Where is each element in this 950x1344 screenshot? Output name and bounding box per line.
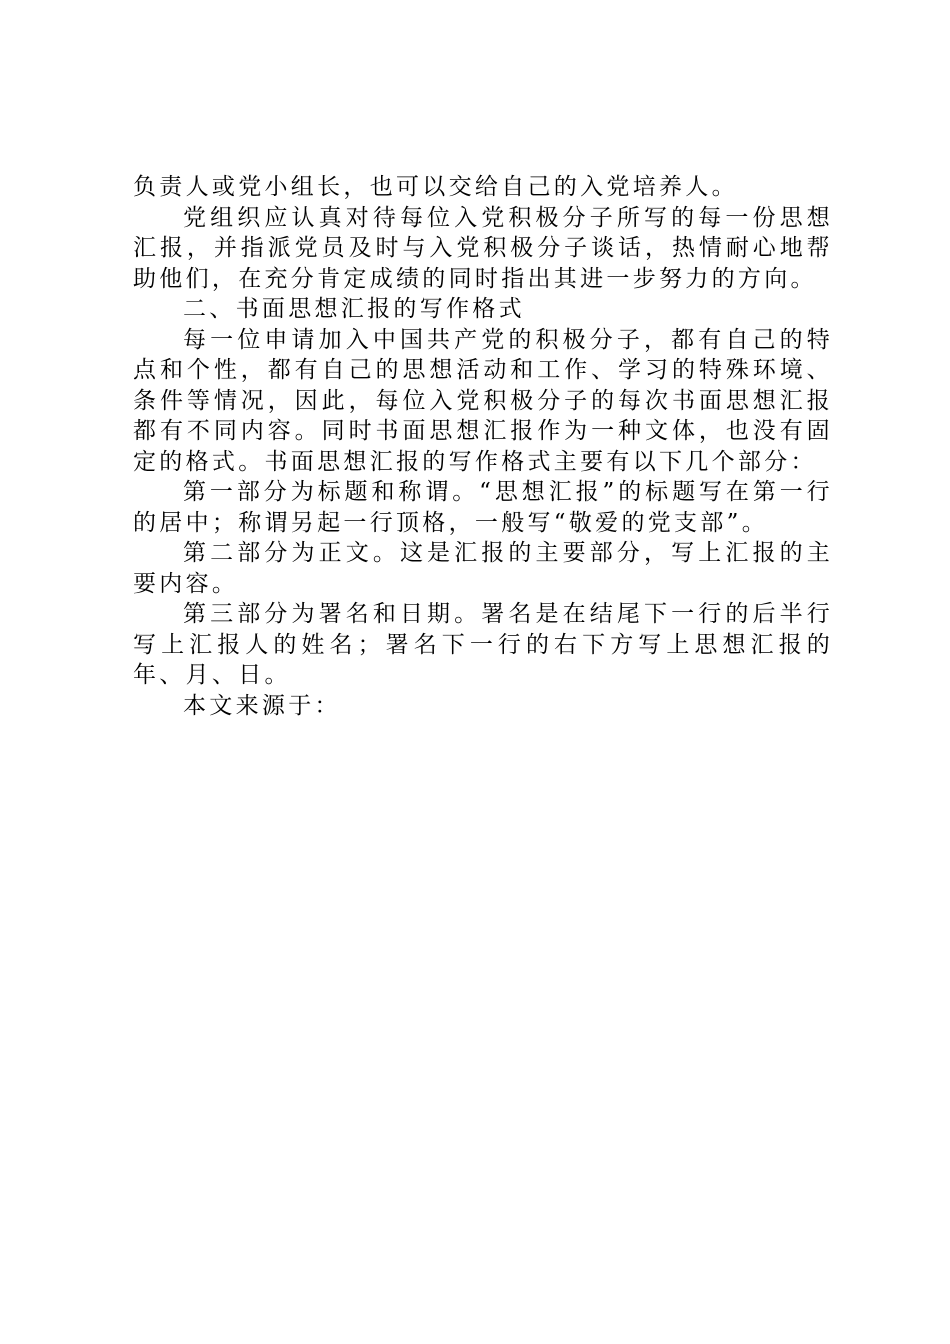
- paragraph-3: 每一位申请加入中国共产党的积极分子，都有自己的特点和个性，都有自己的思想活动和工作、学习的特殊环境、条件等情况，因此，每位入党积极分子的每次书面思想汇报都有不同内容。同时书面思想汇报作为一种文体，也没有固定的格式。书面思想汇报的写作格式主要有以下几个部分：: [133, 326, 833, 475]
- paragraph-4: 第一部分为标题和称谓。“思想汇报”的标题写在第一行的居中；称谓另起一行顶格，一般写“敬爱的党支部”。: [133, 479, 833, 536]
- document-body: [133, 172, 833, 721]
- paragraph-2: 党组织应认真对待每位入党积极分子所写的每一份思想汇报，并指派党员及时与入党积极分子谈话，热情耐心地帮助他们，在充分肯定成绩的同时指出其进一步努力的方向。: [133, 204, 833, 292]
- paragraph-1: 负责人或党小组长，也可以交给自己的入党培养人。: [133, 174, 738, 200]
- source-line: 本文来源于：: [183, 692, 341, 719]
- paragraph-5: 第二部分为正文。这是汇报的主要部分，写上汇报的主要内容。: [133, 540, 833, 597]
- section-heading: 二、书面思想汇报的写作格式: [183, 296, 525, 322]
- paragraph-6: 第三部分为署名和日期。署名是在结尾下一行的后半行写上汇报人的姓名；署名下一行的右下方写上思想汇报的年、月、日。: [133, 601, 833, 688]
